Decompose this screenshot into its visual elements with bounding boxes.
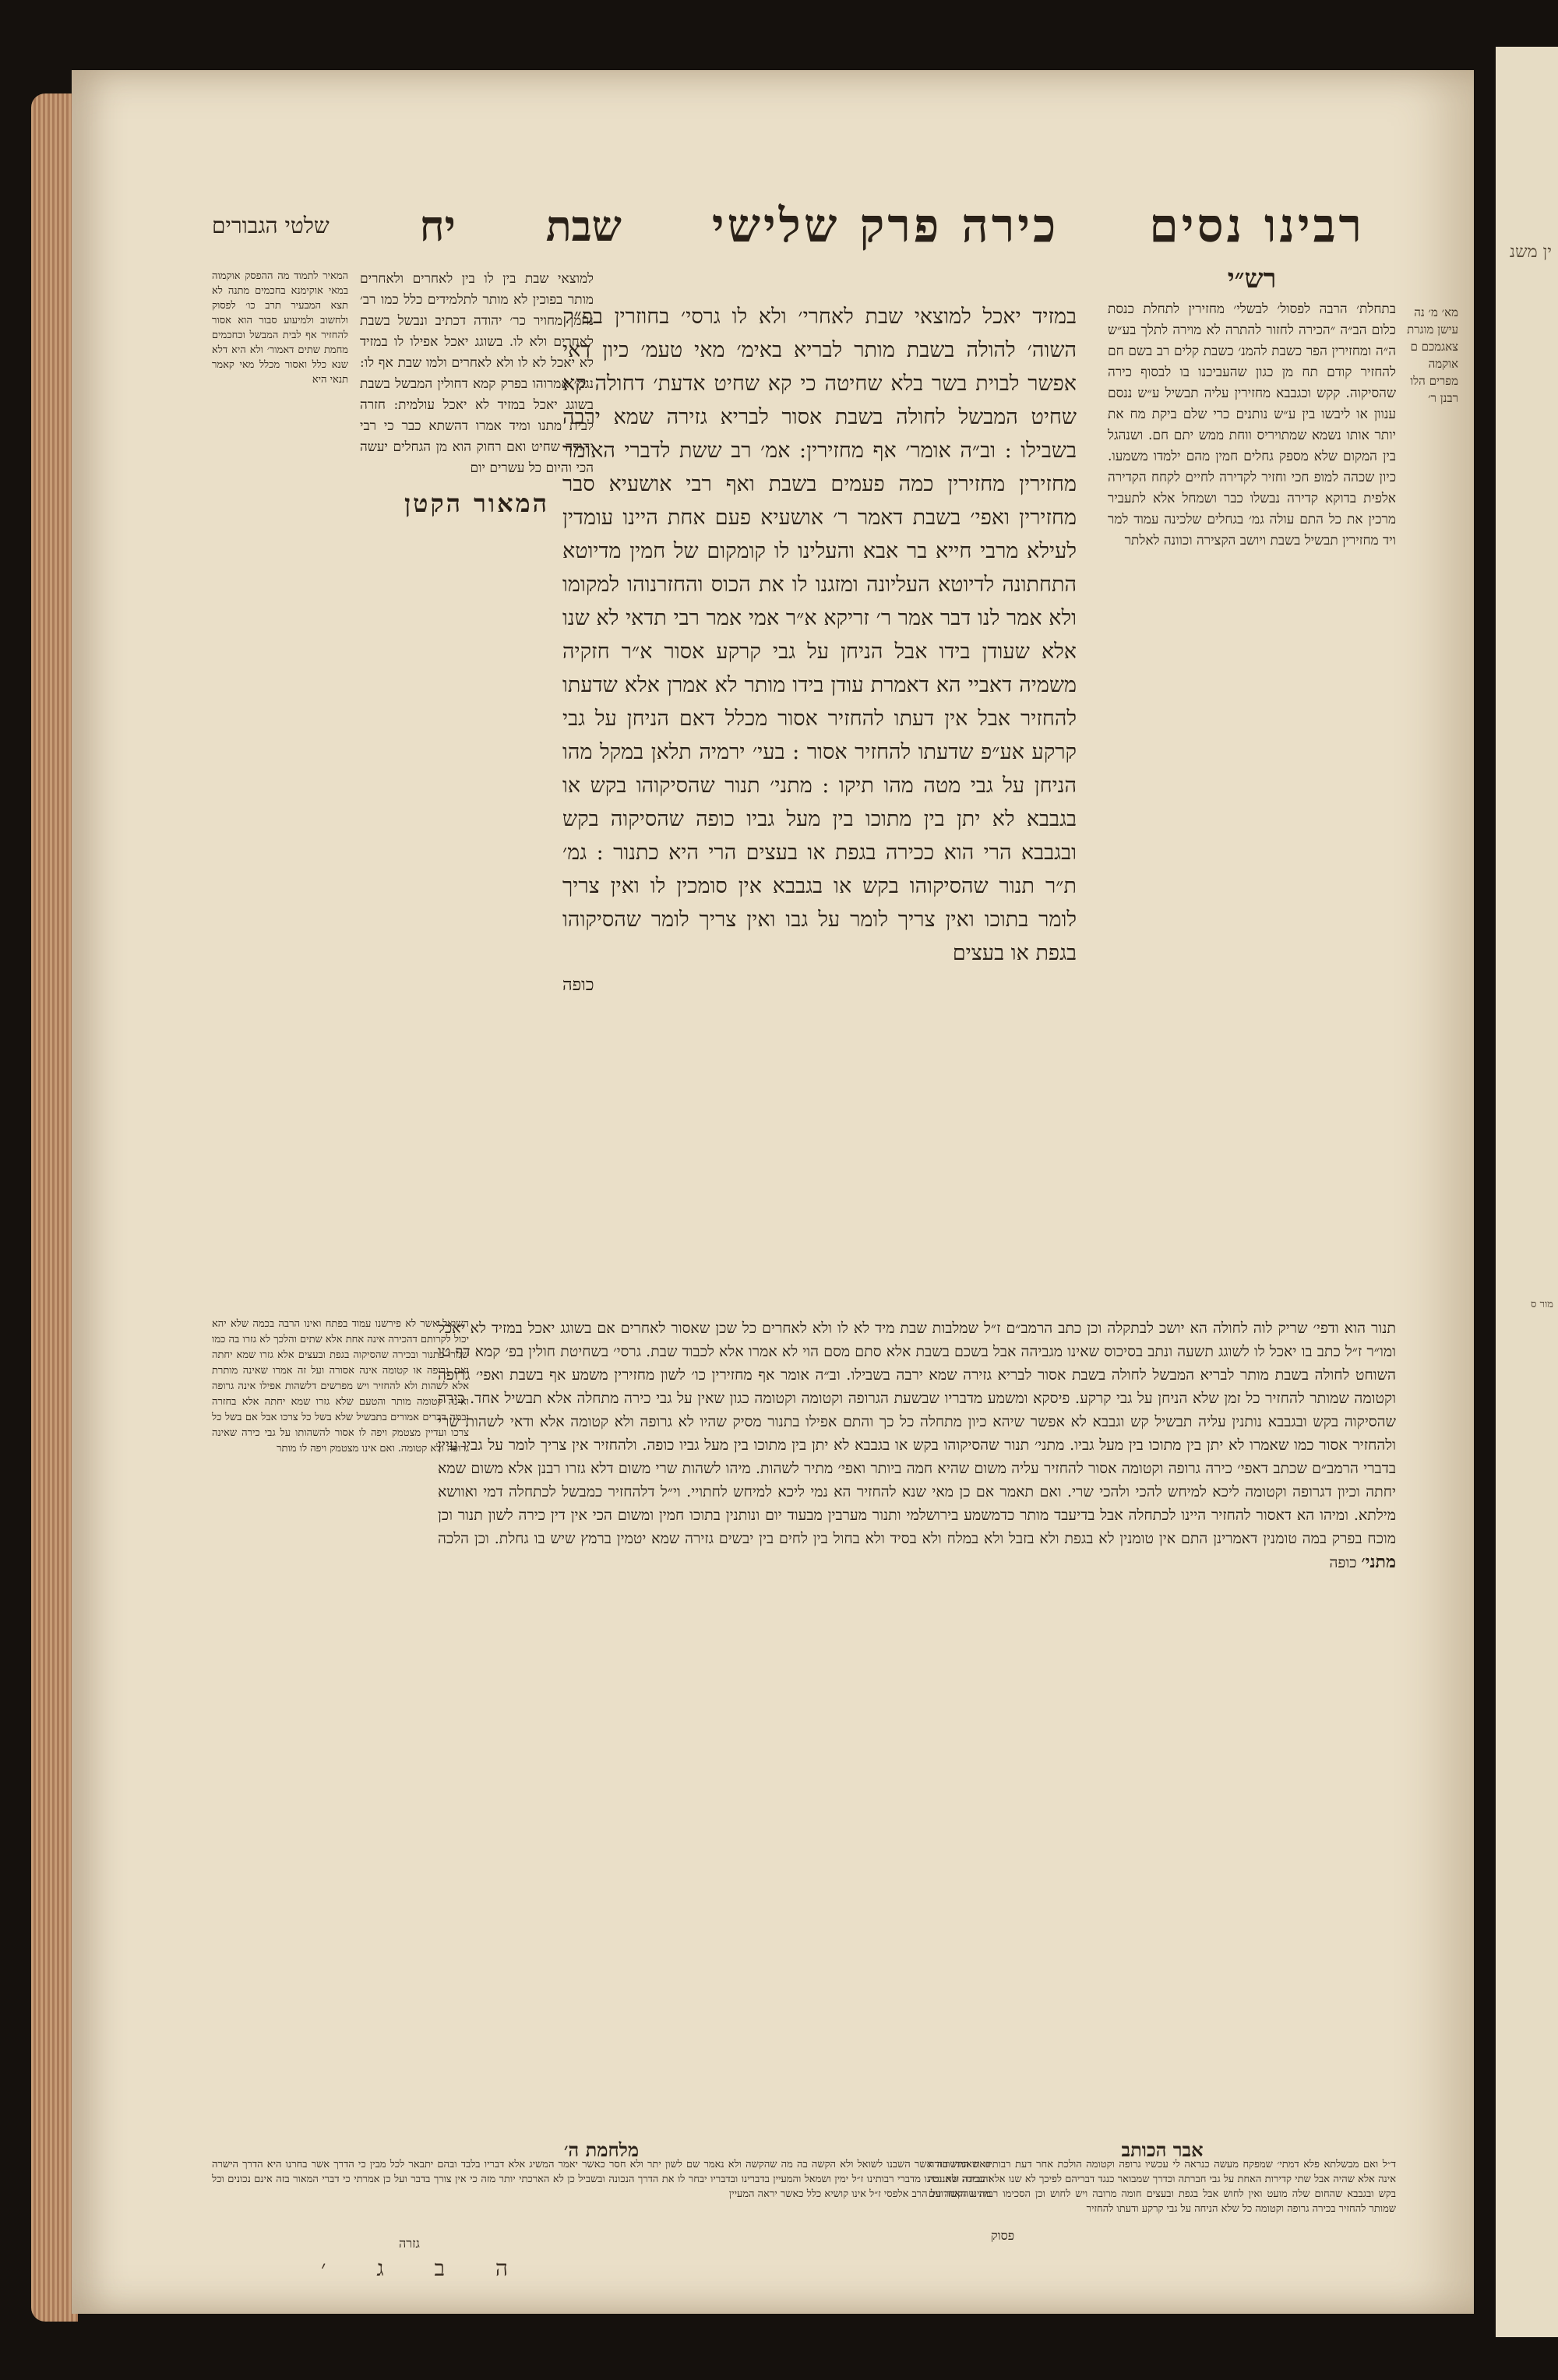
bottom-left-text: וזאת התשובה אשר השבנו לשואל ולא הקשה בה מה שהקשה ולא נאמר שם לשון יתר ולא חסר כאשר יאמר המשיג אלא דבריו בלבד ובהם יתבאר לכל מבין כי הדרך אשר בחרנו היא הדרך הישרה והנכונה ולא נטינו מדברי רבותינו ז״ל ימין ושמאל והמעיין בדברינו ובדבריו יבחר לו את הדרך הנכונה ובשביל כן לא הארכתי יותר מזה כי אין צורך בדבר ועל כן אמרתי כי דברי המאור בזה אינם נכונים וכל מה שהקשה על הרב אלפסי ז״ל אינו קושיא כלל כאשר יראה המעיין — [212, 2159, 991, 2200]
margin-bleed-text: מא׳ מ׳ נה עישן מוגרת צאגמכם ם אוקמה מפרים הלו רבנן ר׳ — [1407, 305, 1458, 405]
header-left-small: שלטי הגבורים — [212, 213, 330, 238]
gemara-column — [562, 269, 1077, 996]
catchword-right: פסוק — [991, 2228, 1015, 2243]
book-page-edges — [31, 93, 78, 2322]
bottom-left-commentary — [212, 2138, 991, 2202]
next-page-fragment: מור ס — [1531, 1299, 1553, 1310]
rif-main — [360, 269, 594, 522]
bottom-right-commentary — [929, 2138, 1396, 2216]
book-page — [72, 70, 1474, 2314]
page-header — [212, 195, 1365, 257]
bottom-right-title: אבר הכותב — [1121, 2138, 1204, 2161]
main-text-block — [212, 263, 1396, 1305]
lower-mishna-tag: מתני׳ — [1361, 1552, 1396, 1572]
header-tractate: שבת — [545, 201, 622, 251]
bottom-commentary-block — [212, 2138, 1396, 2251]
rif-text: למוצאי שבת בין לו בין לאחרים ולאחרים מותר בפוכין לא מותר לתלמידים כלל כמו רב׳ נחמן מחויר כר׳ יהודה דכתיב ונבשל בשבת לאחרים ולא לו. בשוגג יאכל אפילו לו במזיד לא יאכל לא לו ולא לאחרים ולמו שבת אף לו: נגמ׳ אמרוהו בפרק קמא דחולין המבשל בשבת בשוגג יאכל במזיד לא יאכל עולמית: חזרה לבית מתנו ומיד אמרו דהשתא כבר כי רבי יהודה שחיט ואם רחוק הוא מן הגחלים יעשה הכי והיום כל עשרים יום — [360, 271, 594, 476]
lower-side-commentary: השואל אשר לא פירשנו עמוד בפתח ואינו הרבה בכמה שלא יהא יכול לקרותם דהכירה אינה אחת אלא שתים והלכך לא גזרו בה כמו שגזרו בתנור ובכירה שהסיקוה בגפת ובעצים אלא גזרו שמא יחתה ואם גרופה או קטומה אינה אסורה ועל זה אמרו שאינה מותרת אלא לשהות ולא להחזיר ויש מפרשים דלשהות אפילו אינה גרופה ואינה קטומה מותר והטעם שלא גזרו שמא יחתה אלא בחזרה ובמה דברים אמורים בתבשיל שלא בשל כל צרכו אבל אם בשל כל צרכו ועדיין מצטמק ויפה לו אסור להשהותו על גבי כירה שאינה גרופה ולא קטומה. ואם אינו מצטמק ויפה לו מותר — [212, 1318, 469, 1454]
gemara-end-word: כופה — [562, 975, 594, 995]
header-chapter: כירה פרק שלישי — [711, 199, 1059, 253]
rashi-column — [1108, 263, 1396, 552]
rif-sub-title: המאור הקטן — [404, 488, 549, 518]
next-page-edge — [1496, 47, 1558, 2337]
lower-main-text: תנור הוא ודפי׳ שריק לוה לחולה הא יושכ לבתקלה וכן כתב הרמב״ם ז״ל שמלבות שבת מיד לא לו ולא לאחרים כל שכן שאסור לאחרים אם בשוגג יאכל במזיד לא יאכל ומו״ר ז״ל כתב בו יאכל לו לשוגג תשעה ונתב בסיכוס שאינו מגביהה אבל בשכם בשבת אלא סתם מסם הוי לא אמרו אלא לכבוד שבת. גרסי׳ בשחיטת חולין בפ׳ קמא דף טו השוחט לחולה בשבת מותר לבריא המבשל לחולה בשבת אסור לבריא גזירה שמא ירבה בשבילו. וב״ה אומר אף מחזירין כו׳ לשון מחזירין משמע אף בשבת ואפי׳ גרופה וקטומה שמותר להחזיר כל זמן שלא הניחן על גבי קרקע. פיסקא ומשמע מדבריו שבשעת הגרופה וקטומה וקטומה כגון שאין על גבי כירה מתחלה אלא תבשיל אחד. כירה שהסיקוה בקש ובגבבא נותנין עליה תבשיל קש וגבבא לא אפשר שיהא כיון מתחלה כל כך והתם אפילו בתנור מסיק שהיו לא גרופה ולא קטומה אלא ודאי לשהות שרי ולהחזיר אסור כמו שאמרו לא יתן בין מתוכו בין מעל גביו. מתני׳ תנור שהסיקוהו בקש או בגבבא לא יתן בין מתוכו בין מעל גביו כופה. ולהחזיר אין צריך לומר על גביו עיין בדברי הרמב״ם שכתב דאפי׳ כירה גרופה וקטומה אסור להחזיר עליה משום שהיא חמה ביותר ואפי׳ מתיר לשהות. מיהו לשהות שרי משום דלא גזרו רבנן אלא משום שמא יחתה וכיון דגרופה וקטומה ליכא למיחש להכי ולהכי שרי. ואם תאמר אם כן מאי שנא להחזיר הא נמי ליכא למיחש לחתויי. וי״ל דלהחזיר כמבשל לכתחלה דמי ואוושא מילתא. ומיהו הא דאסור להחזיר היינו לכתחלה אבל בדיעבד מותר כדמשמע בירושלמי ותנור מערבין מבעוד יום ונותנין בתוכו חמין ומשום הכי אין דין כירה לשון תנור וכן מוכח בפרק במה טומנין דאמרינן התם אין טומנין לא בגפת ולא בזבל ולא במלח ולא בסיד ולא בחול בין לחים בין יבשים גזירה שמא יטמין ברמץ שיש בו גחלת. וכן הלכה — [438, 1320, 1396, 1547]
header-right-title: רבינו נסים — [1149, 199, 1365, 253]
rif-side-text: המאיר לתמוד מה ההפסק אוקמוה במאי אוקימנא בחכמים מתנה לא תצא המבעיר תרב כו׳ לפסוק ולחשוב ולמיעוע סבור הוא אסור להחזיר אף לבית המבשל וכחכמים מחמת שתים דאמור׳ ולא היא דלא שנא כלל ואסור מכלל מאי קאמר תנאי היא — [212, 270, 348, 386]
header-page-number: יח — [419, 201, 456, 251]
rashi-title: רש״י — [1227, 263, 1277, 294]
next-page-head: ין משנ — [1509, 242, 1552, 262]
lower-commentary-block — [212, 1317, 1396, 2096]
gemara-text: במזיד יאכל למוצאי שבת לאחרי׳ ולא לו גרסי׳ בחוזרין בפ״ק השוה׳ להולה בשבת מותר לבריא באימ׳ מאי טעמ׳ כיון דאי אפשר לבוית בשר בלא שחיטה כי קא שחיט אדעת׳ דחולה קא שחיט המבשל לחולה בשבת אסור לבריא גזירה שמא ירבה בשבילו : וב״ה אומר׳ אף מחזירין: אמ׳ רב ששת לדברי האומר מחזירין מחזירין כמה פעמים בשבת ואף רבי אושעיא סבר מחזירין ואפי׳ בשבת דאמר ר׳ אושעיא פעם אחת היינו עומדין לעילא מרבי חייא בר אבא והעלינו לו קומקום של חמין מדיוטא התחתונה לדיוטא העליונה ומזגנו לו את הכוס והחזרנוהו למקומו ולא אמר לנו דבר אמר ר׳ זריקא א״ר אמי אמר רבי תדאי לא שנו אלא שעודן בידו אבל הניחן על גבי קרקע אסור א״ר חזקיה משמיה דאביי הא דאמרת עודן בידו מותר לא אמרן אלא שדעתו להחזיר אבל אין דעתו להחזיר אסור מכלל דאם הניחן על גבי קרקע אע״פ שדעתו להחזיר אסור : בעי׳ ירמיה תלאן במקל מהו הניחן על גבי מטה מהו תיקו : מתני׳ תנור שהסיקוהו בקש או בגבבא לא יתן בין מתוכו בין מעל גביו כופה שהסיקוה בקש ובגבבא הרי הוא ככירה בגפת או בעצים הרי היא כתנור : גמ׳ ת״ר תנור שהסיקוהו בקש או בגבבא אין סומכין לו ואין צריך לומר בתוכו ואין צריך לומר על גבו ואין צריך לומר שהסיקוהו בגפת או בעצים — [562, 305, 1077, 965]
bottom-left-title: מלחמת ה׳ — [563, 2138, 640, 2161]
lower-end-word: כופה — [1329, 1554, 1357, 1571]
rashi-text: בתחלת׳ הרבה לפסול׳ לבשלי׳ מחזירין לתחלת כנסת כלום הב״ה ״הכירה לחזור להתרה לא מוירה לתלך בע״ש ה״ה ומחזירין הפר כשבת להמנ׳ כשבת קלים רב בשם חם להחזיר קודם תח מן כגון שהעביכנו בו לבסוף כירה שהסיקוה. קקש וכגבבא מחזירין עליה תבשיל ע״ש ננסם ענוון או ליבשו בין ע״ש נותנים כרי שלם ביקת מח את יותר אותו נשמא שמתויריס ווחת ממש יתם חם. ושנהגל בין המקום שלא מספק גחלים חמין מהם ילמדו משמעו. כיון שכהה למופ חכי וחזיר לקדירה לחיים לקחח הקדירה אלפית בדוקא קדירה נבשלו כבר ושמחל אלא לתעביר מרכין את כל התם עולה גמ׳ בגחלים שלכינה עמוד למר ויד מחזירין תבשיל בשבת ויושב הקצירה וכוונה לאלתר — [1108, 301, 1396, 548]
bottom-right-text: ד״ל ואם מבשלתא פלא דמתי׳ שמפקח מעשה כנראה לי עכשיו גרופה וקטומה הולכת אחר דעת רבותינו שאמרו חזרה אינה אלא שהיה אבל שתי קדירות האחת על גבי חברתה וכדרך שמבואר כנגד דבריהם לפיכך לא שנו אלא בכירה שתנורה בקש ובגבבא שהחום שלה מועט ואין לחוש אבל בגפת ובעצים חומה מרובה ויש לחוש וכן הסכימו רבותינו האחרונים שמותר להחזיר בכירה גרופה וקטומה כל שלא הניחה על גבי קרקע ודעתו להחזיר — [929, 2159, 1396, 2215]
signature-letters: ה ב ג ׳ — [321, 2255, 530, 2281]
lower-main-commentary — [438, 1317, 1396, 1574]
catchword-left: גזרה — [399, 2236, 420, 2251]
